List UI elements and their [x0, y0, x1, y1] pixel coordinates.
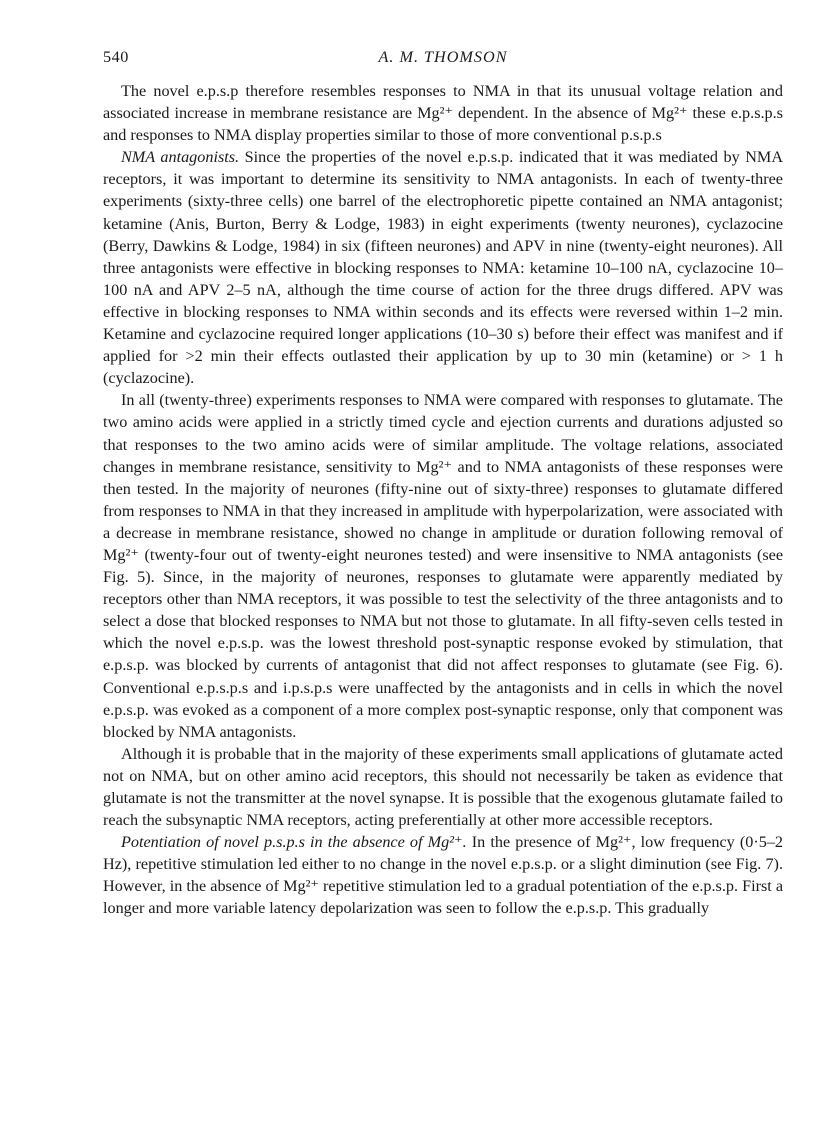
- paragraph-text: In the presence of Mg²⁺, low frequency (0·5–2 Hz), repetitive stimulation led either to no change in the novel e.p.s.p. or a slight diminution (see Fig. 7). However, in the absence of Mg²⁺ repetitive stimulation led to a gradual potentiation of the e.p.s.p. First a longer and more variable latency depolarization was seen to follow the e.p.s.p. This gradually: [103, 833, 784, 918]
- running-head-author: A. M. THOMSON: [378, 48, 508, 66]
- paragraph-glutamate-comparison: [103, 389, 783, 743]
- page-header: [103, 46, 783, 68]
- section-heading-nma-antagonists: NMA antagonists.: [121, 148, 240, 167]
- paragraph-text: In all (twenty-three) experiments responses to NMA were compared with responses to glutamate. The two amino acids were applied in a strictly timed cycle and ejection currents and durations adjusted so that responses to the two amino acids were of similar amplitude. The voltage relations, associated changes in membrane resistance, sensitivity to Mg²⁺ and to NMA antagonists of these responses were then tested. In the majority of neurones (fifty-nine out of sixty-three) responses to glutamate differed from responses to NMA in that they increased in amplitude with hyperpolarization, were associated with a decrease in membrane resistance, showed no change in amplitude or duration following removal of Mg²⁺ (twenty-four out of twenty-eight neurones tested) and were insensitive to NMA antagonists (see Fig. 5). Since, in the majority of neurones, responses to glutamate were apparently mediated by receptors other than NMA receptors, it was possible to test the selectivity of the three antagonists and to select a dose that blocked responses to NMA but not those to glutamate. In all fifty-seven cells tested in which the novel e.p.s.p. was the lowest threshold post-synaptic response evoked by stimulation, that e.p.s.p. was blocked by currents of antagonist that did not affect responses to glutamate (see Fig. 6). Conventional e.p.s.p.s and i.p.s.p.s were unaffected by the antagonists and in cells in which the novel e.p.s.p. was evoked as a component of a more complex post-synaptic response, only that component was blocked by NMA antagonists.: [103, 391, 783, 741]
- paragraph-potentiation: [103, 831, 783, 919]
- paragraph-nma-antagonists: [103, 146, 783, 389]
- section-heading-potentiation: Potentiation of novel p.s.p.s in the absence of Mg²⁺.: [121, 833, 467, 852]
- paragraph-mg-dependence: [103, 80, 783, 146]
- paragraph-text: The novel e.p.s.p therefore resembles responses to NMA in that its unusual voltage relation and associated increase in membrane resistance are Mg²⁺ dependent. In the absence of Mg²⁺ these e.p.s.p.s and responses to NMA display properties similar to those of more conventional p.s.p.s: [103, 82, 783, 145]
- page-number: 540: [103, 48, 129, 66]
- paragraph-text: Since the properties of the novel e.p.s.p. indicated that it was mediated by NMA receptors, it was important to determine its sensitivity to NMA antagonists. In each of twenty-three experiments (sixty-three cells) one barrel of the electrophoretic pipette contained an NMA antagonist; ketamine (Anis, Burton, Berry & Lodge, 1983) in eight experiments (twenty neurones), cyclazocine (Berry, Dawkins & Lodge, 1984) in six (fifteen neurones) and APV in nine (twenty-eight neurones). All three antagonists were effective in blocking responses to NMA: ketamine 10–100 nA, cyclazocine 10–100 nA and APV 2–5 nA, although the time course of action for the three drugs differed. APV was effective in blocking responses to NMA within seconds and its effects were reversed within 1–2 min. Ketamine and cyclazocine required longer applications (10–30 s) before their effect was manifest and if applied for >2 min their effects outlasted their application by up to 30 min (ketamine) or > 1 h (cyclazocine).: [103, 148, 784, 388]
- journal-page: [103, 46, 783, 920]
- paragraph-glutamate-receptors: [103, 743, 783, 831]
- paragraph-text: Although it is probable that in the majority of these experiments small applications of glutamate acted not on NMA, but on other amino acid receptors, this should not necessarily be taken as evidence that glutamate is not the transmitter at the novel synapse. It is possible that the exogenous glutamate failed to reach the subsynaptic NMA receptors, acting preferentially at other more accessible receptors.: [103, 744, 783, 830]
